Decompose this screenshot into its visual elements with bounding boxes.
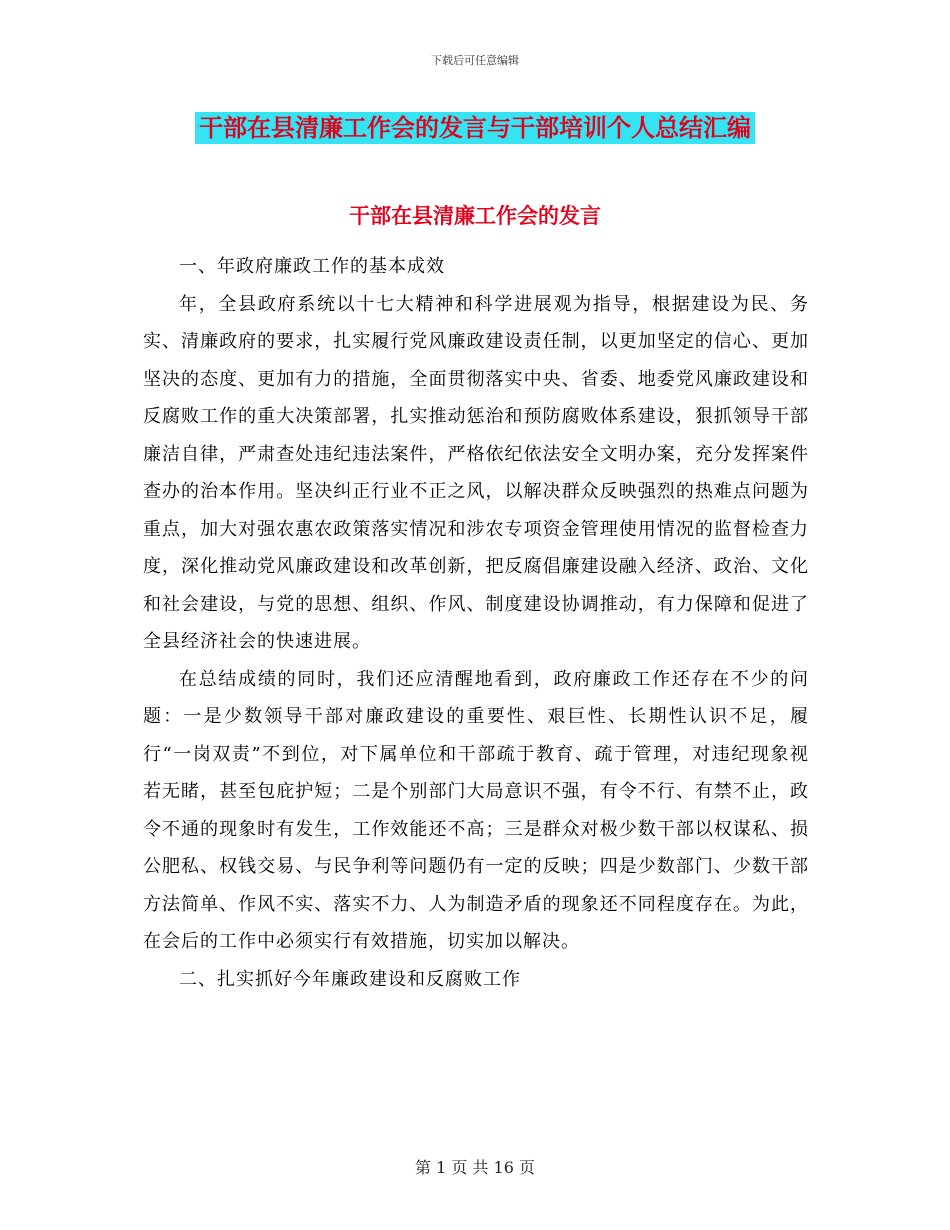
- document-title-container: [0, 112, 950, 144]
- page-footer: 第 1 页 共 16 页: [415, 1158, 535, 1177]
- section-title: 干部在县清廉工作会的发言: [349, 203, 601, 228]
- header-note: 下载后可任意编辑: [431, 54, 519, 67]
- heading-this-year-work: 二、扎实抓好今年廉政建设和反腐败工作: [179, 968, 521, 990]
- paragraph-problems: 在总结成绩的同时，我们还应清醒地看到，政府廉政工作还存在不少的问题：一是少数领导干部对廉政建设的重要性、艰巨性、长期性认识不足，履行“一岗双责”不到位，对下属单位和干部疏于教育、疏于管理，对违纪现象视若无睹，甚至包庇护短；二是个别部门大局意识不强，有令不行、有禁不止，政令不通的现象时有发生，工作效能还不高；三是群众对极少数干部以权谋私、损公肥私、权钱交易、与民争利等问题仍有一定的反映；四是少数部门、少数干部方法简单、作风不实、落实不力、人为制造矛盾的现象还不同程度存在。为此，在会后的工作中必须实行有效措施，切实加以解决。: [143, 668, 809, 952]
- paragraph-achievements: 年，全县政府系统以十七大精神和科学进展观为指导，根据建设为民、务实、清廉政府的要求，扎实履行党风廉政建设责任制，以更加坚定的信心、更加坚决的态度、更加有力的措施，全面贯彻落实中央、省委、地委党风廉政建设和反腐败工作的重大决策部署，扎实推动惩治和预防腐败体系建设，狠抓领导干部廉洁自律，严肃查处违纪违法案件，严格依纪依法安全文明办案，充分发挥案件查办的治本作用。坚决纠正行业不正之风，以解决群众反映强烈的热难点问题为重点，加大对强农惠农政策落实情况和涉农专项资金管理使用情况的监督检查力度，深化推动党风廉政建设和改革创新，把反腐倡廉建设融入经济、政治、文化和社会建设，与党的思想、组织、作风、制度建设协调推动，有力保障和促进了全县经济社会的快速进展。: [143, 293, 809, 652]
- heading-basic-achievements: 一、年政府廉政工作的基本成效: [179, 256, 445, 277]
- document-title: 干部在县清廉工作会的发言与干部培训个人总结汇编: [195, 112, 755, 144]
- document-body: [143, 248, 809, 998]
